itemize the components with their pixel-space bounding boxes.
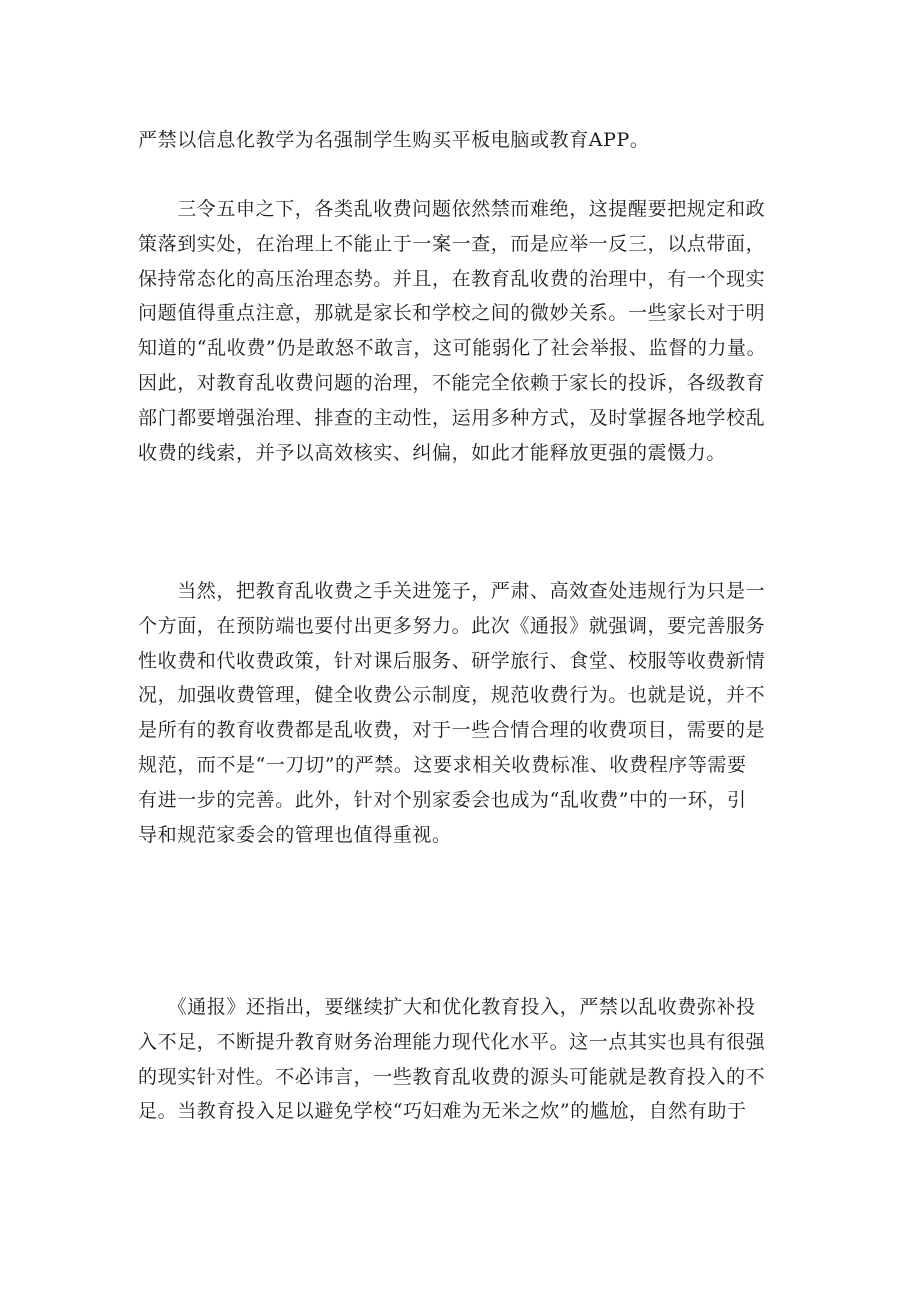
- text-line: 况，加强收费管理，健全收费公示制度，规范收费行为。也就是说，并不: [138, 684, 766, 707]
- text-line: 足。当教育投入足以避免学校“巧妇难为无米之炊”的尴尬，自然有助于: [138, 1100, 747, 1123]
- paragraph-1: [138, 123, 788, 158]
- text-line: 保持常态化的高压治理态势。并且，在教育乱收费的治理中，有一个现实: [138, 267, 766, 290]
- paragraph-2: [138, 192, 788, 470]
- text-line: 入不足，不断提升教育财务治理能力现代化水平。这一点其实也具有很强: [138, 1030, 766, 1053]
- text-line: 因此，对教育乱收费问题的治理，不能完全依赖于家长的投诉，各级教育: [138, 371, 766, 394]
- text-line: 性收费和代收费政策，针对课后服务、研学旅行、食堂、校服等收费新情: [138, 649, 766, 672]
- text-line: 导和规范家委会的管理也值得重视。: [138, 823, 452, 846]
- text-line: 的现实针对性。不必讳言，一些教育乱收费的源头可能就是教育投入的不: [138, 1065, 766, 1088]
- text-line: 知道的“乱收费”仍是敢怒不敢言，这可能弱化了社会举报、监督的力量。: [138, 337, 767, 360]
- text-line: 部门都要增强治理、排查的主动性，运用多种方式，及时掌握各地学校乱: [138, 406, 766, 429]
- text-line: 规范，而不是“一刀切”的严禁。这要求相关收费标准、收费程序等需要: [138, 753, 747, 776]
- paragraph-3: [138, 574, 788, 852]
- paragraph-4: [138, 990, 788, 1129]
- text-line: 有进一步的完善。此外，针对个别家委会也成为“乱收费”中的一环，引: [138, 788, 747, 811]
- text-line: 是所有的教育收费都是乱收费，对于一些合情合理的收费项目，需要的是: [138, 719, 766, 742]
- text-line: 严禁以信息化教学为名强制学生购买平板电脑或教育APP。: [138, 129, 650, 151]
- text-line: 收费的线索，并予以高效核实、纠偏，如此才能释放更强的震慑力。: [138, 441, 727, 464]
- text-line: 《通报》还指出，要继续扩大和优化教育投入，严禁以乱收费弥补投: [138, 996, 756, 1018]
- text-line: 个方面，在预防端也要付出更多努力。此次《通报》就强调，要完善服务: [138, 614, 766, 637]
- text-line: 问题值得重点注意，那就是家长和学校之间的微妙关系。一些家长对于明: [138, 302, 766, 325]
- text-line: 策落到实处，在治理上不能止于一案一查，而是应举一反三，以点带面，: [138, 232, 766, 255]
- text-line: 三令五申之下，各类乱收费问题依然禁而难绝，这提醒要把规定和政: [138, 198, 766, 220]
- text-line: 当然，把教育乱收费之手关进笼子，严肃、高效查处违规行为只是一: [138, 580, 766, 602]
